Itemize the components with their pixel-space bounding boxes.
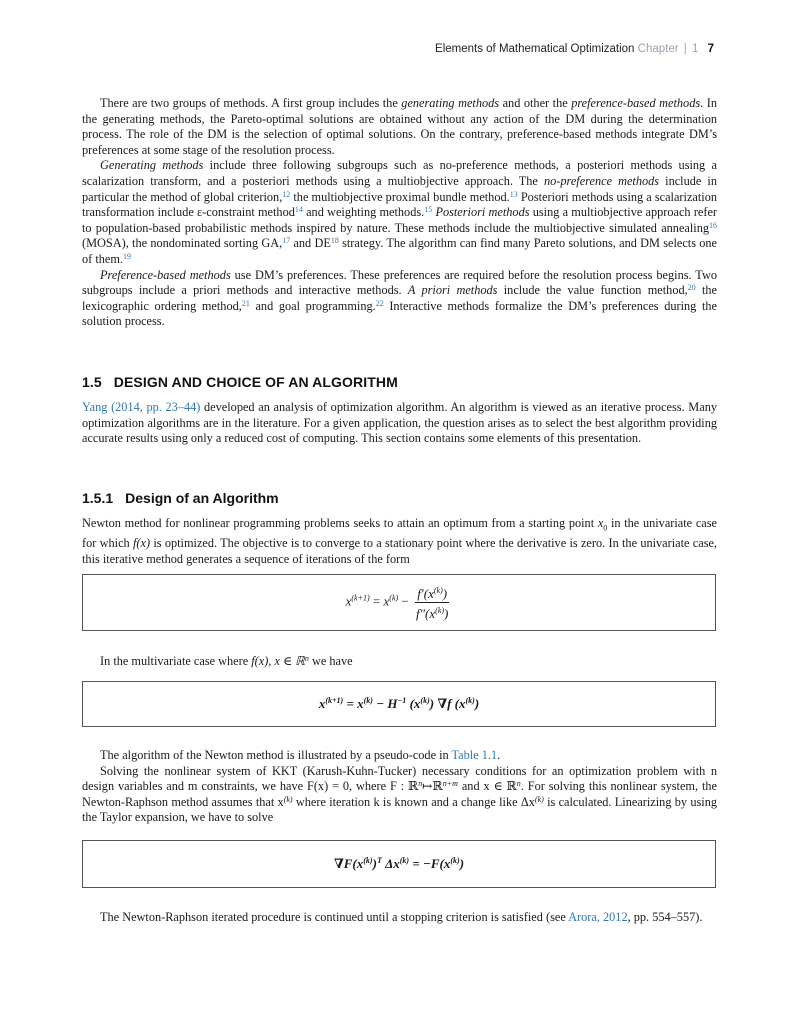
section-heading [82,374,398,390]
table-link[interactable]: Table 1.1 [451,748,498,762]
running-header [435,43,714,55]
citation-link[interactable]: Arora, 2012 [568,910,628,924]
reference-marker[interactable]: 20 [687,283,696,293]
section-number: 1.5 [82,374,102,390]
equation-box-3 [82,840,716,888]
book-title: Elements of Mathematical Optimization [435,43,635,55]
reference-marker[interactable]: 19 [122,251,131,261]
newton-raphson-equation: $\nabla F(x^{(k)})^T$ $\Delta x^{(k)} = -F(x^{(k)})$ [333,856,465,871]
paragraph: Yang (2014, pp. 23–44) developed an analysis of optimization algorithm. An algorithm is viewed as an iterative process. Many optimization algorithms are in the literature. For a given application, the question arises as to select the best algorithm providing accurate results using only a reduced cost of computing. This section contains some elements of this presentation. [82,400,717,446]
paragraph: In the multivariate case where f(x), x ∈ ℝ$^n$ we have [100,654,353,668]
paragraph: The algorithm of the Newton method is illustrated by a pseudo-code in Table 1.1. [100,748,501,762]
reference-marker[interactable]: 17 [282,236,291,246]
reference-marker[interactable]: 22 [375,298,384,308]
page-number: 7 [707,43,714,55]
equation-box-2 [82,681,716,727]
reference-marker[interactable]: 21 [241,298,250,308]
paragraph: The Newton-Raphson iterated procedure is continued until a stopping criterion is satisfied (see Arora, 2012, pp. 554–557). [100,910,703,924]
chapter-number: 1 [691,43,699,55]
reference-marker[interactable]: 14 [294,205,303,215]
header-separator: | [683,43,687,55]
citation-link[interactable]: Yang (2014, pp. 23–44) [82,400,201,414]
section-text [82,400,717,447]
paragraph: Solving the nonlinear system of KKT (Karush-Kuhn-Tucker) necessary conditions for an optimization problem with n design variables and m constraints, we have F(x) = 0, where F : ℝ$^n$↦ℝ$^{n+m}$ and x ∈ ℝ$^n$. For solving this nonlinear system, the Newton-Raphson method assumes that $x^{(k)}$ where iteration k is known and a change like $\Delta x^{(k)}$ is calculated. Linearizing by using the Taylor expansion, we have to solve [82,763,717,825]
section-title: DESIGN AND CHOICE OF AN ALGORITHM [113,374,398,390]
subsection-heading [82,490,279,506]
subsection-title: Design of an Algorithm [125,490,279,506]
subsection-number: 1.5.1 [82,490,114,506]
equation-box-1 [82,574,716,631]
reference-marker[interactable]: 15 [424,205,433,215]
paragraph: There are two groups of methods. A first group includes the generating methods and other the preference-based methods. In the generating methods, the Pareto-optimal solutions are obtained without any action of the DM during the determination process. The role of the DM is the selection of optimal solutions. On the contrary, preference-based methods integrate DM’s preferences at some stage of the resolution process. [82,96,717,157]
subsection-text-1 [82,516,717,567]
reference-marker[interactable]: 13 [509,189,518,199]
subsection-text-3 [82,748,717,826]
fraction: $\frac{f'(x^{(k)})}{f''(x^{(k)})}$ [414,583,450,622]
reference-marker[interactable]: 18 [330,236,339,246]
paragraph: Generating methods include three following subgroups such as no-preference methods, a posteriori methods using a scalarization transform, and a posteriori methods using a multiobjective approach. The no-preference methods include in particular the method of global criterion,$^{12}$ the multiobjective proximal bundle method.$^{13}$ Posteriori methods using a scalarization transformation include ε-constraint method$^{14}$ and weighting methods.$^{15}$ Posteriori methods using a multiobjective approach refer to population-based probabilistic methods inspired by nature. These methods include the multiobjective simulated annealing$^{16}$ (MOSA), the nondominated sorting GA,$^{17}$ and DE$^{18}$ strategy. The algorithm can find many Pareto solutions, and DM selects one of them.$^{19}$ [82,158,718,266]
reference-marker[interactable]: 16 [709,220,717,230]
subsection-text-4 [82,910,717,926]
paragraph: Newton method for nonlinear programming problems seeks to attain an optimum from a starting point $x_0$ in the univariate case for which f(x) is optimized. The objective is to converge to a stationary point where the derivative is zero. In the univariate case, this iterative method generates a sequence of iterations of the form [82,516,718,566]
newton-multivariate-equation: $x^{(k+1)} = x^{(k)} - H^{-1}$ $(x^{(k)})$ ∇f $(x^{(k)})$ [318,696,480,711]
chapter-label: Chapter [637,43,679,55]
newton-univariate-equation: $x^{(k+1)} = x^{(k)}$ − $\frac{f'(x^{(k)})}{f''(x^{(k)})}$ [346,583,453,622]
subsection-text-2 [82,654,717,670]
intro-text [82,96,717,330]
reference-marker[interactable]: 12 [282,189,291,199]
paragraph: Preference-based methods use DM’s preferences. These preferences are required before the resolution process begins. Two subgroups include a priori methods and interactive methods. A priori methods include the value function method,$^{20}$ the lexicographic ordering method,$^{21}$ and goal programming.$^{22}$ Interactive methods formalize the DM’s preferences during the solution process. [82,267,718,329]
